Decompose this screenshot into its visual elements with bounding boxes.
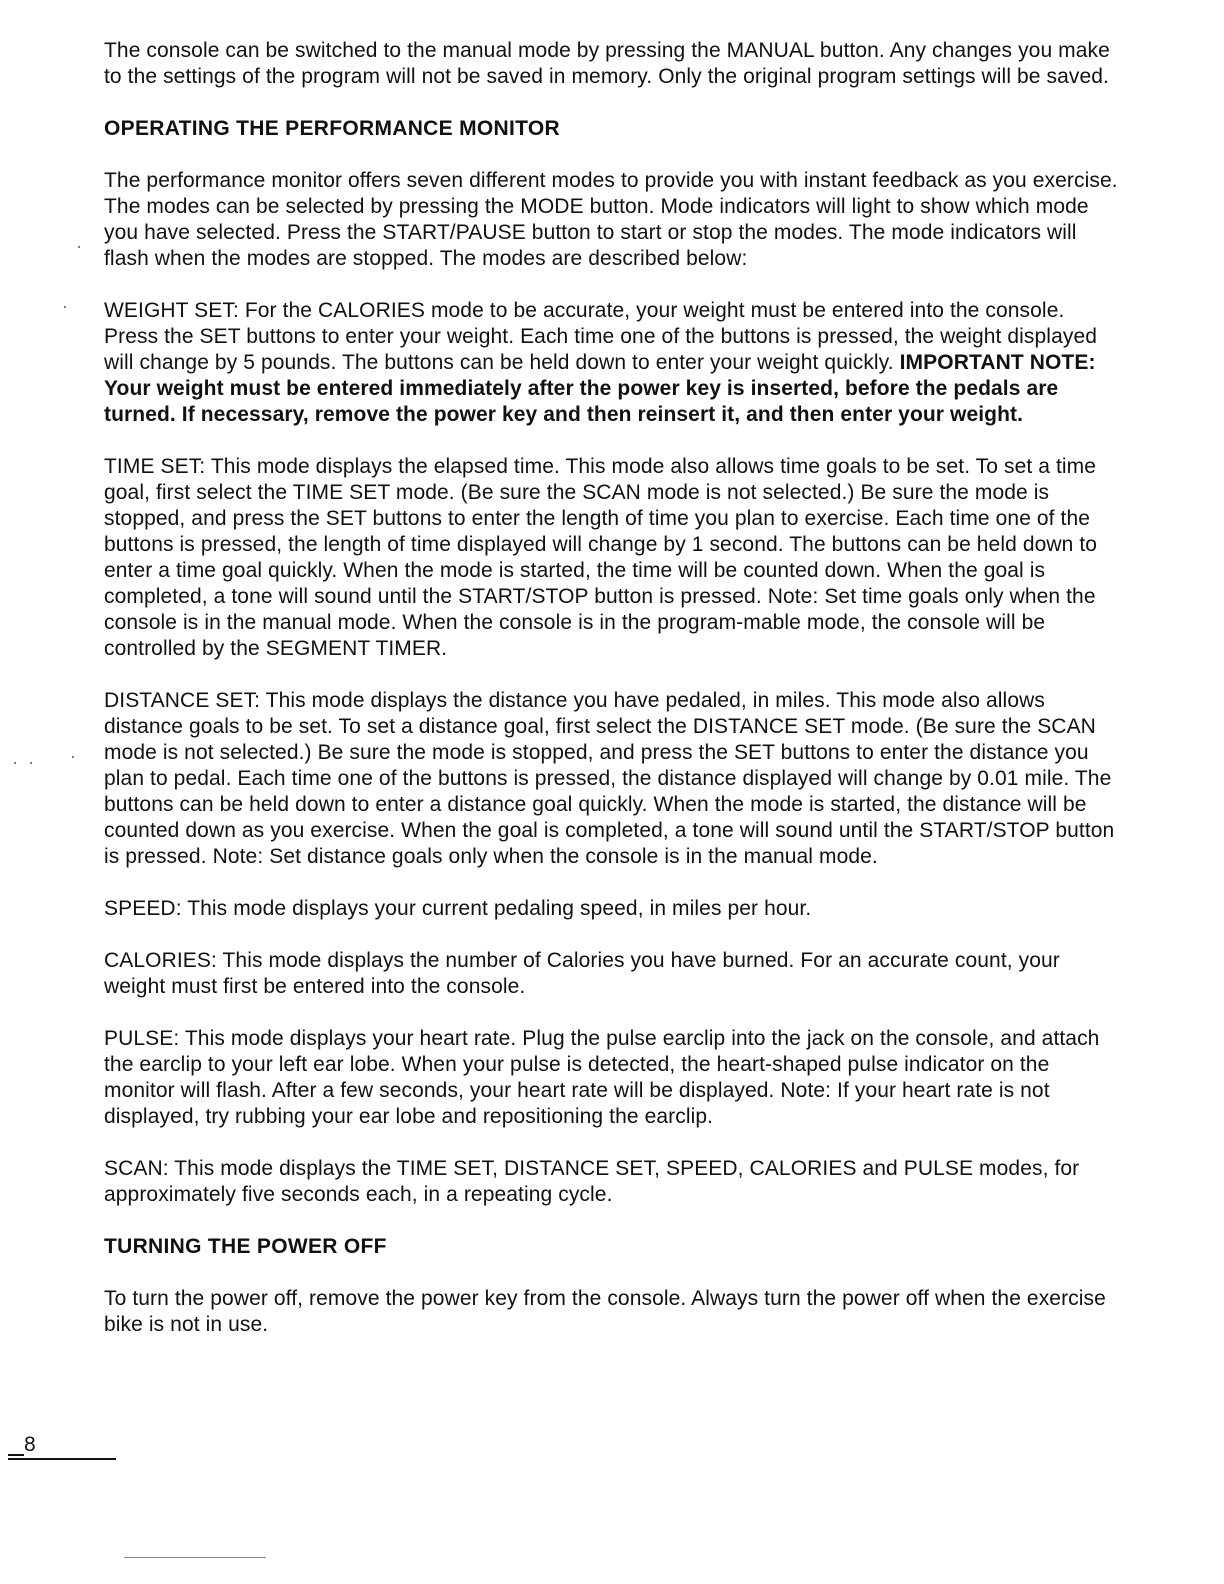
manual-page: [104, 38, 1120, 1364]
bottom-rule: [124, 1557, 266, 1558]
time-set-term: TIME SET:: [104, 455, 206, 478]
section-heading-operating-monitor: OPERATING THE PERFORMANCE MONITOR: [104, 117, 560, 140]
footer-rule-left: [8, 1454, 24, 1456]
time-set-text: This mode displays the elapsed time. This mode also allows time goals to be set. To set a time goal, first select the TIME SET mode. (Be sure the SCAN mode is not selected.) Be sure the mode is stopped, and press the SET buttons to enter the length of time you plan to exercise. Each time one of the buttons is pressed, the length of time displayed will change by 1 second. The buttons can be held down to enter a time goal quickly. When the mode is started, the time will be counted down. When the goal is completed, a tone will sound until the START/STOP button is pressed. Note: Set time goals only when the console is in the manual mode. When the console is in the program-mable mode, the console will be controlled by the SEGMENT TIMER.: [104, 455, 1098, 660]
calories-text: This mode displays the number of Calories you have burned. For an accurate count, your weight must first be entered into the console.: [104, 949, 1060, 998]
intro-paragraph: The console can be switched to the manual mode by pressing the MANUAL button. Any changes you make to the settings of the program will not be saved in memory. Only the original program settings will be saved.: [104, 39, 1110, 88]
weight-set-paragraph: [104, 298, 1120, 428]
distance-set-text: This mode displays the distance you have pedaled, in miles. This mode also allows distance goals to be set. To set a distance goal, first select the DISTANCE SET mode. (Be sure the SCAN mode is not selected.) Be sure the mode is stopped, and press the SET buttons to enter the distance you plan to pedal. Each time one of the buttons is pressed, the distance displayed will change by 0.01 mile. The buttons can be held down to enter a distance goal quickly. When the mode is started, the distance will be counted down as you exercise. When the goal is completed, a tone will sound until the START/STOP button is pressed. Note: Set distance goals only when the console is in the manual mode.: [104, 689, 1115, 868]
speed-term: SPEED:: [104, 897, 182, 920]
monitor-intro-paragraph: The performance monitor offers seven different modes to provide you with instant feedback as you exercise. The modes can be selected by pressing the MODE button. Mode indicators will light to show which mode you have selected. Press the START/PAUSE button to start or stop the modes. The mode indicators will flash when the modes are stopped. The modes are described below:: [104, 169, 1118, 270]
scan-speck: [72, 756, 74, 758]
page-footer: [8, 1432, 116, 1460]
weight-set-text: For the CALORIES mode to be accurate, your weight must be entered into the console. Press the SET buttons to enter your weight. Each time one of the buttons is pressed, the weight displayed will change by 5 pounds. The buttons can be held down to enter your weight quickly.: [104, 299, 1098, 374]
page-number: 8: [8, 1432, 116, 1460]
power-off-paragraph: To turn the power off, remove the power key from the console. Always turn the power off when the exercise bike is not in use.: [104, 1287, 1106, 1336]
scan-speck: [64, 306, 66, 308]
speed-text: This mode displays your current pedaling speed, in miles per hour.: [187, 897, 812, 920]
scan-speck: [78, 246, 80, 248]
calories-paragraph: [104, 948, 1120, 1000]
weight-set-term: WEIGHT SET:: [104, 299, 239, 322]
section-heading-power-off: TURNING THE POWER OFF: [104, 1235, 387, 1258]
calories-term: CALORIES:: [104, 949, 217, 972]
pulse-text: This mode displays your heart rate. Plug the pulse earclip into the jack on the console, and attach the earclip to your left ear lobe. When your pulse is detected, the heart-shaped pulse indicator on the monitor will flash. After a few seconds, your heart rate will be displayed. Note: If your heart rate is not displayed, try rubbing your ear lobe and repositioning the earclip.: [104, 1027, 1100, 1128]
speed-paragraph: [104, 896, 1120, 922]
distance-set-paragraph: [104, 688, 1120, 870]
pulse-paragraph: [104, 1026, 1120, 1130]
scan-term: SCAN:: [104, 1157, 169, 1180]
scan-text: This mode displays the TIME SET, DISTANCE SET, SPEED, CALORIES and PULSE modes, for approximately five seconds each, in a repeating cycle.: [104, 1157, 1080, 1206]
scan-speck: [14, 762, 16, 764]
pulse-term: PULSE:: [104, 1027, 180, 1050]
scan-speck: [30, 762, 32, 764]
weight-important-note: IMPORTANT NOTE: Your weight must be entered immediately after the power key is inserted, before the pedals are turned. If necessary, remove the power key and then reinsert it, and then enter your weight.: [104, 351, 1096, 426]
time-set-paragraph: [104, 454, 1120, 662]
scan-paragraph: [104, 1156, 1120, 1208]
distance-set-term: DISTANCE SET:: [104, 689, 261, 712]
